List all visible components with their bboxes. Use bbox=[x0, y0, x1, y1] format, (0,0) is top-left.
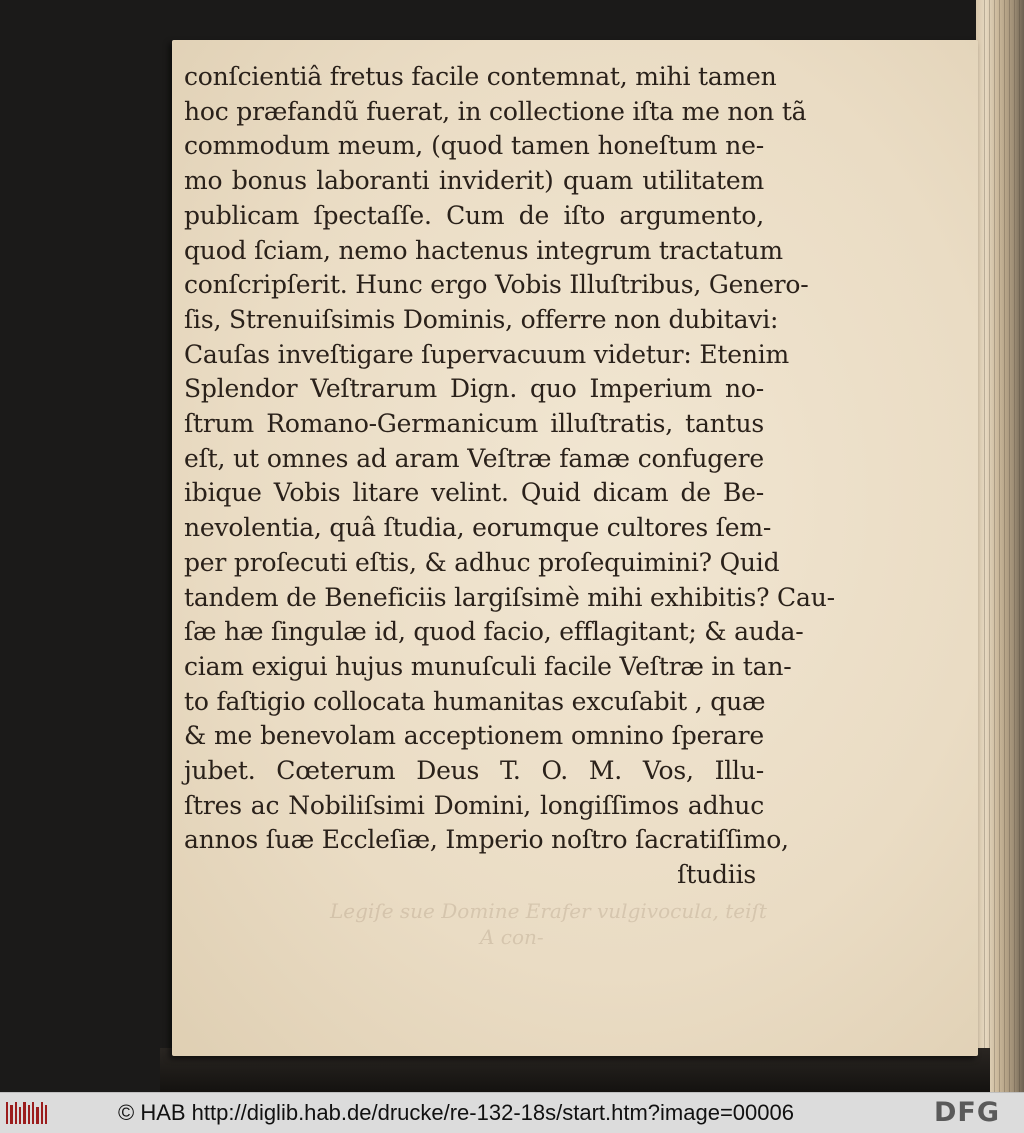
text-line: quod ſciam, nemo hactenus integrum tractatum bbox=[184, 235, 783, 265]
text-line: & me benevolam acceptionem omnino ſperare bbox=[184, 721, 764, 751]
page-edges-stripes bbox=[984, 0, 1024, 1092]
show-through-text: Legiſe sue Domine Erafer vulgivocula, teiſt A con- bbox=[330, 899, 767, 949]
hab-logo-icon bbox=[4, 1099, 48, 1127]
text-line: hoc præfandũ fuerat, in collectione iſta me non tã bbox=[184, 96, 807, 126]
text-line: ſtrum Romano-Germanicum illuſtratis, tantus bbox=[184, 409, 764, 439]
text-line: annos ſuæ Eccleſiæ, Imperio noſtro ſacratiſſimo, bbox=[184, 825, 789, 855]
text-line: publicam ſpectaſſe. Cum de iſto argumento, bbox=[184, 200, 764, 230]
footer-bar bbox=[0, 1092, 1024, 1133]
text-line: ciam exigui hujus munuſculi facile Veſtræ in tan- bbox=[184, 651, 792, 681]
text-line: commodum meum, (quod tamen honeſtum ne- bbox=[184, 131, 764, 161]
text-line: ibique Vobis litare velint. Quid dicam de Be- bbox=[184, 478, 764, 508]
text-line: ſis, Strenuiſsimis Dominis, offerre non dubitavi: bbox=[184, 304, 779, 334]
text-line: conſcripſerit. Hunc ergo Vobis Illuſtribus, Genero- bbox=[184, 270, 809, 300]
text-line: mo bonus laboranti inviderit) quam utilitatem bbox=[184, 166, 764, 196]
text-line: Splendor Veſtrarum Dign. quo Imperium no- bbox=[184, 374, 764, 404]
source-url[interactable]: © HAB http://diglib.hab.de/drucke/re-132-18s/start.htm?image=00006 bbox=[118, 1100, 794, 1125]
page-text bbox=[184, 60, 835, 893]
text-line: tandem de Beneficiis largiſsimè mihi exhibitis? Cau- bbox=[184, 582, 835, 612]
text-line: jubet. Cœterum Deus T. O. M. Vos, Illu- bbox=[184, 756, 764, 786]
text-line: nevolentia, quâ ſtudia, eorumque cultores ſem- bbox=[184, 513, 772, 543]
catchword: ſtudiis bbox=[677, 860, 756, 890]
text-line: Cauſas inveſtigare ſupervacuum videtur: Etenim bbox=[184, 339, 790, 369]
text-line: ſæ hæ ſingulæ id, quod facio, efflagitant; & auda- bbox=[184, 617, 804, 647]
dfg-logo: DFG bbox=[934, 1097, 1001, 1128]
text-line: per proſecuti eſtis, & adhuc proſequimini? Quid bbox=[184, 547, 780, 577]
text-line: eſt, ut omnes ad aram Veſtræ famæ confugere bbox=[184, 443, 764, 473]
text-line: conſcientiâ fretus facile contemnat, mihi tamen bbox=[184, 62, 777, 91]
text-line: ſtres ac Nobiliſsimi Domini, longiſſimos adhuc bbox=[184, 790, 764, 820]
text-line: to faſtigio collocata humanitas excuſabit , quæ bbox=[184, 686, 766, 716]
